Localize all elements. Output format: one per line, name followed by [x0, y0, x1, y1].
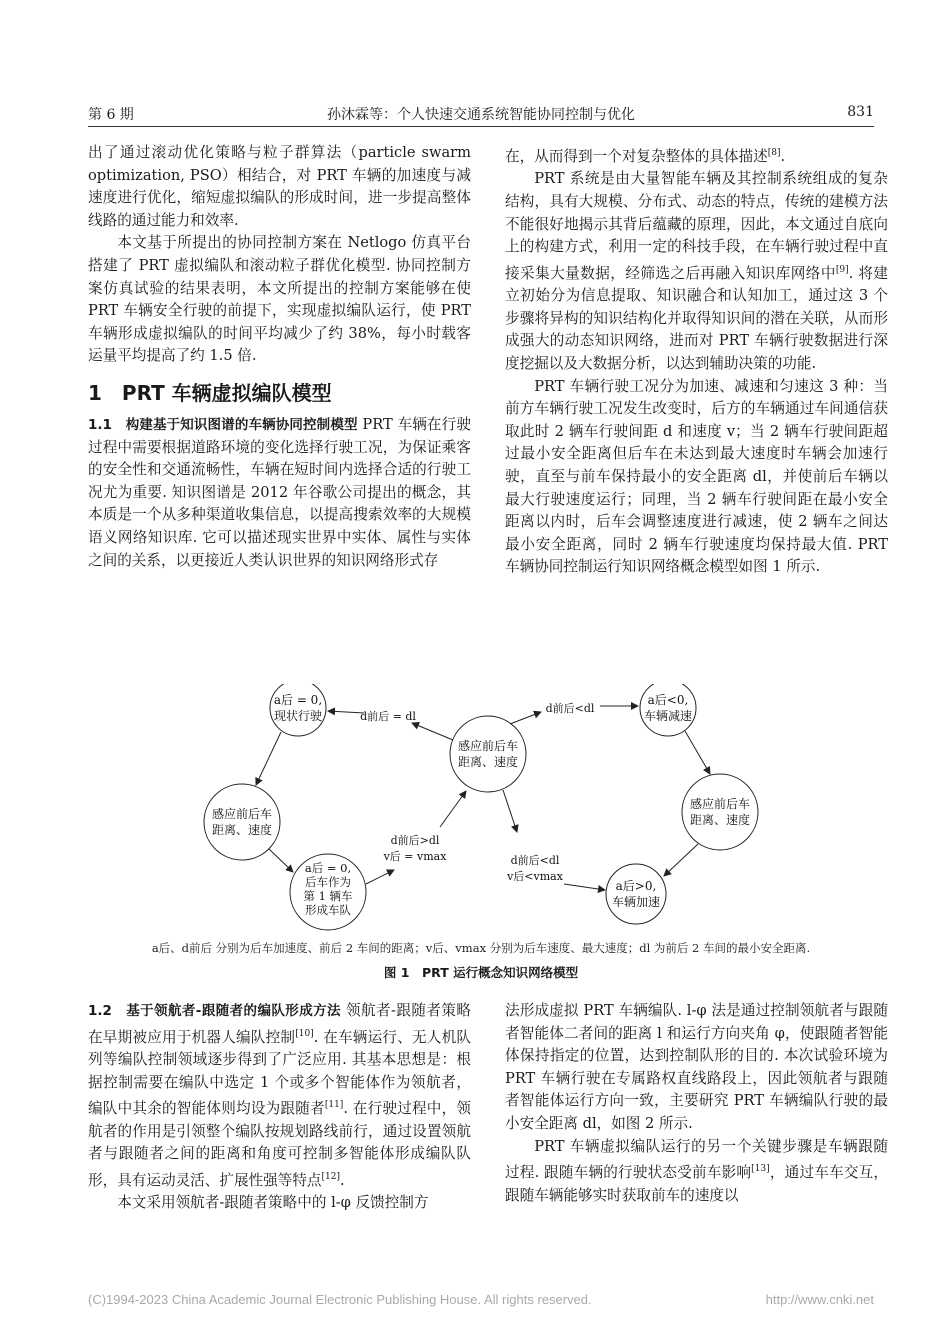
prt-system-paragraph: PRT 系统是由大量智能车辆及其控制系统组成的复杂结构，具有大规模、分布式、动态的特点，传统的建模方法不能很好地揭示其背后蕴藏的原理，因此，本文通过自底向上的构建方式，利用一定的科技手段，在车辆行驶过程中直接采集大量数据，经筛选之后再融入知识库网络中[9]. 将建立初始分为信息提取、知识融合和认知加工，通过这 3 个步骤将异构的知识结构化并取得知识间的潜在关联，从而形成强大的动态知识网络，进而对 PRT 车辆行驶数据进行深度挖掘以及大数据分析，以达到辅助决策的功能. [505, 170, 888, 373]
top-left-node-line1: a后 = 0, [273, 693, 323, 707]
right-node-circle [682, 774, 758, 850]
left-node-line1: 感应前后车 [211, 807, 273, 821]
right-column [505, 142, 888, 579]
bottom-left-node-line4: 形成车队 [305, 903, 351, 917]
center-node-circle [450, 716, 526, 792]
edge-label-greater-2: v后 = vmax [383, 850, 447, 863]
page-header [88, 104, 874, 127]
right-node-line1: 感应前后车 [689, 797, 751, 811]
top-left-node-line2: 现状行驶 [273, 709, 323, 723]
bottom-right-node-line1: a后>0, [615, 879, 657, 893]
subsection-1-1-heading: 1.1 构建基于知识图谱的车辆协同控制模型 [88, 416, 358, 433]
citation: [13] [751, 1164, 770, 1175]
citation: [10] [295, 1028, 314, 1039]
top-right-node-line2: 车辆减速 [643, 709, 693, 723]
edge-label-less-bottom-2: v后<vmax [507, 870, 563, 883]
left-column [88, 142, 471, 572]
continuation-paragraph: 在，从而得到一个对复杂整体的具体描述[8]. [505, 147, 786, 165]
intro-paragraph-end: 出了通过滚动优化策略与粒子群算法（particle swarm optimization, PSO）相结合，对 PRT 车辆的加速度与减速度进行优化，缩短虚拟编队的形成时间，进一步提高整体线路的通过能力和效率. [88, 144, 471, 229]
copyright-notice: (C)1994-2023 China Academic Journal Electronic Publishing House. All rights reserved. [88, 1292, 592, 1307]
knowledge-network-diagram [150, 684, 800, 940]
figure-caption: 图 1 PRT 运行概念知识网络模型 [383, 965, 579, 980]
bottom-left-node-line3: 第 1 辆车 [303, 889, 353, 903]
right-node-line2: 距离、速度 [689, 813, 751, 827]
method-paragraph: 本文采用领航者-跟随者策略中的 l-φ 反馈控制方 [117, 1194, 429, 1212]
citation: [11] [324, 1100, 344, 1111]
left-node-circle [204, 784, 280, 860]
edge-label-less-bottom-1: d前后<dl [510, 854, 560, 867]
center-node-line1: 感应前后车 [457, 739, 519, 753]
bottom-right-node-circle [606, 864, 666, 924]
left-node-line2: 距离、速度 [211, 823, 273, 837]
issue-label: 第 6 期 [88, 107, 134, 123]
top-right-node-line1: a后<0, [647, 693, 689, 707]
figure-1-knowledge-network [150, 684, 800, 940]
citation: [9] [835, 264, 849, 275]
page-footer [88, 1292, 874, 1307]
contribution-paragraph: 本文基于所提出的协同控制方案在 Netlogo 仿真平台搭建了 PRT 虚拟编队和滚动粒子群优化模型. 协同控制方案仿真试验的结果表明，本文所提出的控制方案能够在使 PRT 车辆安全行驶的前提下，实现虚拟编队运行，使 PRT 车辆形成虚拟编队的时间平均减少了约 38%，每小时载客运量平均提高了约 1.5 倍. [88, 234, 471, 365]
edge-label-greater-1: d前后>dl [390, 834, 440, 847]
center-node-line2: 距离、速度 [457, 755, 519, 769]
bottom-right-node-line2: 车辆加速 [611, 895, 661, 909]
left-column-lower: 1.2 基于领航者-跟随者的编队形成方法 领航者-跟随者策略在早期被应用于机器人编队控制[10]. 在车辆运行、无人机队列等编队控制领域逐步得到了广泛应用. 其基本思想是：根据控制需要在编队中选定 1 个或多个智能体作为领航者，编队中其余的智能体则均设为跟随者[11]. 在行驶过程中，领航者的作用是引领整个编队按规划路线前行，通过设置领航者与跟随者之间的距离和角度可控制多智能体形成编队队形，具有运动灵活、扩展性强等特点[12]. 本文采用领航者-跟随者策略中的 l-φ 反馈控制方 [88, 1000, 471, 1215]
driving-conditions-paragraph: PRT 车辆行驶工况分为加速、减速和匀速这 3 种：当前方车辆行驶工况发生改变时，后方的车辆通过车间通信获取此时 2 辆车行驶间距 d 和速度 v；当 2 辆车行驶间距超过最小安全距离但后车在未达到最大速度时车辆会加速行驶，直至与前车保持最小的安全距离 dl，并使前后车辆以最大行驶速度运行；同理，当 2 辆车行驶间距在最小安全距离以内时，后车会调整速度进行减速，使 2 辆车之间达最小安全距离，同时 2 辆车行驶速度均保持最大值. PRT 车辆协同控制运行知识网络概念模型如图 1 所示. [505, 377, 888, 576]
citation: [12] [321, 1171, 340, 1182]
page-number: 831 [847, 104, 874, 120]
figure-note: a后、d前后 分别为后车加速度、前后 2 车间的距离；v后、vmax 分别为后车速度、最大速度；dl 为前后 2 车间的最小安全距离. [151, 941, 811, 955]
section-1-heading: 1 PRT 车辆虚拟编队模型 [88, 380, 332, 405]
edge-label-equal: d前后 = dl [360, 710, 416, 723]
cnki-link[interactable]: http://www.cnki.net [765, 1292, 874, 1307]
bottom-left-node-line1: a后 = 0, [304, 861, 352, 875]
l-phi-paragraph: 法形成虚拟 PRT 车辆编队. l-φ 法是通过控制领航者与跟随者智能体二者间的距离 l 和运行方向夹角 φ，使跟随者智能体保持指定的位置，达到控制队形的目的. 本次试验环境为 PRT 车辆行驶在专属路权直线路段上，因此领航者与跟随者智能体运行方向一致，主要研究 PRT 车辆编队行驶的最小安全距离 dl，如图 2 所示. [505, 1002, 888, 1132]
following-paragraph: PRT 车辆虚拟编队运行的另一个关键步骤是车辆跟随过程. 跟随车辆的行驶状态受前车影响[13]，通过车车交互，跟随车辆能够实时获取前车的速度以 [505, 1137, 888, 1204]
subsection-1-2-heading: 1.2 基于领航者-跟随者的编队形成方法 [88, 1003, 341, 1019]
subsection-1-1-text: PRT 车辆在行驶过程中需要根据道路环境的变化选择行驶工况，为保证乘客的安全性和交通流畅性，车辆在短时间内选择合适的行驶工况尤为重要. 知识图谱是 2012 年谷歌公司提出的概念，其本质是一个从多种渠道收集信息，以提高搜索效率的大规模语义网络知识库. 它可以描述现实世界中实体、属性与实体之间的关系，以更接近人类认识世界的知识网络形式存 [88, 415, 471, 569]
bottom-left-node-line2: 后车作为 [305, 875, 351, 889]
edge-label-less-top: d前后<dl [545, 702, 595, 715]
running-title: 孙沐霖等：个人快速交通系统智能协同控制与优化 [327, 107, 635, 123]
right-column-lower [505, 1000, 888, 1207]
citation: [8] [767, 148, 781, 158]
